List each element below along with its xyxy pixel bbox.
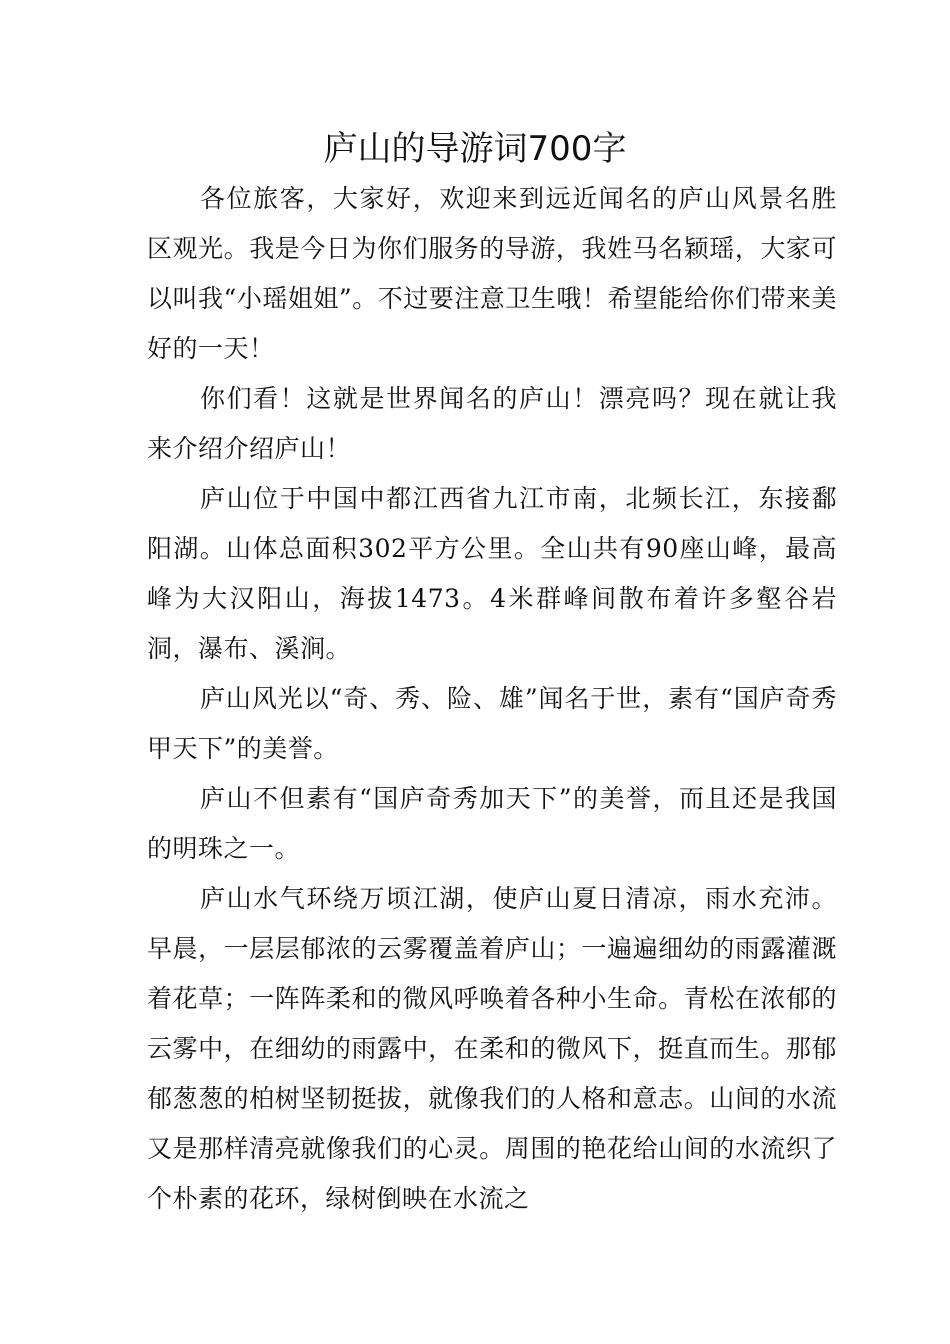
paragraph-1: 各位旅客，大家好，欢迎来到远近闻名的庐山风景名胜区观光。我是今日为你们服务的导游，我姓马名颖瑶，大家可以叫我“小瑶姐姐”。不过要注意卫生哦！希望能给你们带来美好的一天！ xyxy=(147,184,837,363)
paragraph-4: 庐山风光以“奇、秀、险、雄”闻名于世，素有“国庐奇秀甲天下”的美誉。 xyxy=(147,684,837,763)
paragraph-3: 庐山位于中国中都江西省九江市南，北频长江，东接鄱阳湖。山体总面积302平方公里。全山共有90座山峰，最高峰为大汉阳山，海拔1473。4米群峰间散布着许多壑谷岩洞，瀑布、溪涧。 xyxy=(147,484,837,663)
paragraph-2: 你们看！这就是世界闻名的庐山！漂亮吗？现在就让我来介绍介绍庐山！ xyxy=(147,384,837,463)
document-title: 庐山的导游词700字 xyxy=(323,129,627,169)
document-body xyxy=(147,174,837,1224)
paragraph-6: 庐山水气环绕万顷江湖，使庐山夏日清凉，雨水充沛。早晨，一层层郁浓的云雾覆盖着庐山；一遍遍细幼的雨露灌溉着花草；一阵阵柔和的微风呼唤着各种小生命。青松在浓郁的云雾中，在细幼的雨露中，在柔和的微风下，挺直而生。那郁郁葱葱的柏树坚韧挺拔，就像我们的人格和意志。山间的水流又是那样清亮就像我们的心灵。周围的艳花给山间的水流织了个朴素的花环，绿树倒映在水流之 xyxy=(147,884,837,1213)
paragraph-5: 庐山不但素有“国庐奇秀加天下”的美誉，而且还是我国的明珠之一。 xyxy=(147,784,837,863)
